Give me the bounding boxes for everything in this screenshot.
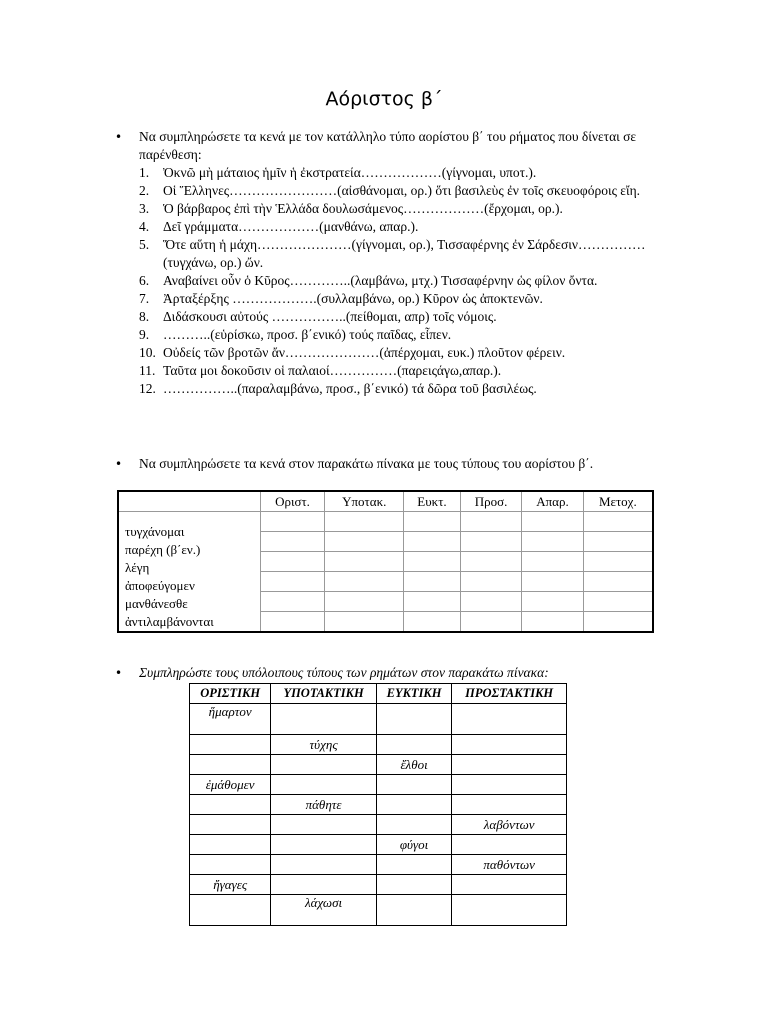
exercise-3 [117,664,657,682]
list-item [117,290,657,308]
item-number: 10. [139,345,156,360]
exercise-2 [117,455,657,473]
blank-cell[interactable] [376,895,451,926]
blank-cell[interactable] [260,612,325,633]
table-row [190,704,567,735]
blank-cell[interactable] [452,875,567,895]
exercise-1-instruction: Να συμπληρώσετε τα κενά με τον κατάλληλο τύπο αορίστου β΄ του ρήματος που δίνεται σε παρένθεση: [139,129,637,162]
blank-cell[interactable] [404,512,461,532]
list-item [117,362,657,380]
blank-cell[interactable] [190,795,271,815]
verb-label: μανθάνεσθε [125,596,188,611]
blank-cell[interactable] [325,552,404,572]
verb-label: ἀντιλαμβάνονται [125,614,214,629]
table-row [190,775,567,795]
column-header: Προσ. [460,491,522,512]
blank-cell[interactable] [376,875,451,895]
bullet: • [115,666,123,680]
item-text: Διδάσκουσι αὐτούς ……………..(πείθομαι, απρ) τοῖς νόμοις. [163,309,497,324]
item-number: 9. [139,327,150,342]
table-row [190,855,567,875]
verb-form-cell: φύγοι [376,835,451,855]
blank-cell[interactable] [260,552,325,572]
blank-cell[interactable] [522,612,583,633]
item-number: 8. [139,309,150,324]
blank-cell[interactable] [271,704,377,735]
bullet: • [115,457,123,471]
item-number: 6. [139,273,150,288]
item-number: 1. [139,165,150,180]
blank-cell[interactable] [452,795,567,815]
blank-cell[interactable] [325,572,404,592]
blank-cell[interactable] [452,755,567,775]
item-text: Ἀρταξέρξης ……………….(συλλαμβάνω, ορ.) Κῦρον ὡς ἀποκτενῶν. [163,291,543,306]
blank-cell[interactable] [376,735,451,755]
column-header: ΟΡΙΣΤΙΚΗ [190,684,271,704]
table-row [190,835,567,855]
blank-cell[interactable] [583,592,653,612]
conjugation-table [117,490,654,633]
blank-cell[interactable] [325,592,404,612]
list-item [117,164,657,182]
exercise-2-instruction: Να συμπληρώσετε τα κενά στον παρακάτω πίνακα με τους τύπους του αορίστου β΄. [139,456,594,471]
verb-list-cell [118,512,260,633]
blank-cell[interactable] [271,755,377,775]
list-item [117,182,657,200]
verb-label: ἀποφεύγομεν [125,578,195,593]
blank-cell[interactable] [376,775,451,795]
item-text: ………..(εὑρίσκω, προσ. β΄ενικό) τούς παῖδας, εἶπεν. [163,327,452,342]
column-header: Οριστ. [260,491,325,512]
blank-cell[interactable] [460,592,522,612]
verb-form-cell: παθόντων [452,855,567,875]
blank-cell[interactable] [452,835,567,855]
verb-form-cell: ἤγαγες [190,875,271,895]
item-text: Ταῦτα μοι δοκοῦσιν οἱ παλαιοί……………(παρειςάγω,απαρ.). [163,363,502,378]
item-text: Οἱ Ἕλληνες……………………(αἰσθάνομαι, ορ.) ὅτι βασιλεὺς ἐν τοῖς σκευοφόροις εἴη. [163,183,641,198]
blank-cell[interactable] [583,572,653,592]
table-row [190,895,567,926]
column-header: Μετοχ. [583,491,653,512]
list-item [117,272,657,290]
item-number: 4. [139,219,150,234]
blank-cell[interactable] [452,895,567,926]
list-item [117,218,657,236]
item-number: 2. [139,183,150,198]
page-title: Αόριστος β΄ [325,88,443,110]
list-item [117,326,657,344]
blank-cell[interactable] [325,612,404,633]
blank-cell[interactable] [404,612,461,633]
blank-cell[interactable] [460,572,522,592]
blank-cell[interactable] [260,512,325,532]
item-text: ……………..(παραλαμβάνω, προσ., β΄ενικό) τά δῶρα τοῦ βασιλέως. [163,381,537,396]
blank-cell[interactable] [452,775,567,795]
verb-form-cell: ἐμάθομεν [190,775,271,795]
table-corner-cell [118,491,260,512]
blank-cell[interactable] [404,532,461,552]
blank-cell[interactable] [460,612,522,633]
list-item [117,344,657,362]
table-row [190,875,567,895]
exercise-3-instruction: Συμπληρώστε τους υπόλοιπους τύπους των ρημάτων στον παρακάτω πίνακα: [139,665,549,680]
blank-cell[interactable] [271,875,377,895]
verb-form-cell: ἥμαρτον [190,704,271,735]
blank-cell[interactable] [404,592,461,612]
item-number: 5. [139,237,150,252]
blank-cell[interactable] [260,592,325,612]
verb-form-cell: λάχωσι [271,895,377,926]
item-text: Ὅτε αὕτη ἡ μάχη…………………(γίγνομαι, ορ.), Τισσαφέρνης ἐν Σάρδεσιν……………(τυγχάνω, ορ.) ὤν. [163,237,646,270]
blank-cell[interactable] [522,552,583,572]
table-row [190,795,567,815]
item-text: Αναβαίνει οὖν ὁ Κῦρος…………..(λαμβάνω, μτχ.) Τισσαφέρνην ὡς φίλον ὄντα. [163,273,598,288]
blank-cell[interactable] [325,512,404,532]
blank-cell[interactable] [190,895,271,926]
blank-cell[interactable] [190,755,271,775]
blank-cell[interactable] [271,835,377,855]
blank-cell[interactable] [460,512,522,532]
table-row [190,735,567,755]
blank-cell[interactable] [190,855,271,875]
item-text: Ὁ βάρβαρος ἐπὶ τὴν Ἑλλάδα δουλωσάμενος………………(ἔρχομαι, ορ.). [163,201,563,216]
column-header: ΠΡΟΣΤΑΚΤΙΚΗ [452,684,567,704]
blank-cell[interactable] [260,572,325,592]
exercise-1 [117,128,657,398]
exercise-1-list [117,164,657,398]
blank-cell[interactable] [522,572,583,592]
blank-cell[interactable] [460,532,522,552]
blank-cell[interactable] [522,592,583,612]
blank-cell[interactable] [460,552,522,572]
blank-cell[interactable] [271,815,377,835]
list-item [117,200,657,218]
verb-label: λέγη [125,560,150,575]
verb-label: τυγχάνομαι [125,524,185,539]
blank-cell[interactable] [376,795,451,815]
verb-form-cell: ἔλθοι [376,755,451,775]
column-header: Υποτακ. [325,491,404,512]
blank-cell[interactable] [376,704,451,735]
column-header: ΕΥΚΤΙΚΗ [376,684,451,704]
blank-cell[interactable] [522,532,583,552]
bullet: • [115,130,123,144]
blank-cell[interactable] [522,512,583,532]
column-header: Απαρ. [522,491,583,512]
verb-form-cell: λαβόντων [452,815,567,835]
item-number: 12. [139,381,156,396]
item-number: 3. [139,201,150,216]
blank-cell[interactable] [190,815,271,835]
column-header: Ευκτ. [404,491,461,512]
list-item [117,236,657,272]
table-row [118,512,653,532]
blank-cell[interactable] [260,532,325,552]
item-text: Οὐδείς τῶν βροτῶν ἄν…………………(ἀπέρχομαι, ευκ.) πλοῦτον φέρειν. [163,345,566,360]
blank-cell[interactable] [190,735,271,755]
blank-cell[interactable] [452,735,567,755]
blank-cell[interactable] [190,835,271,855]
verb-form-cell: τύχης [271,735,377,755]
item-number: 11. [139,363,156,378]
table-row [190,755,567,775]
blank-cell[interactable] [583,512,653,532]
table-row [190,815,567,835]
mood-table [189,683,567,926]
blank-cell[interactable] [376,815,451,835]
blank-cell[interactable] [583,612,653,633]
blank-cell[interactable] [583,552,653,572]
blank-cell[interactable] [452,704,567,735]
item-text: Ὀκνῶ μὴ μάταιος ἡμῖν ἡ ἐκστρατεία………………(γίγνομαι, υποτ.). [163,165,537,180]
blank-cell[interactable] [271,775,377,795]
verb-form-cell: πάθητε [271,795,377,815]
blank-cell[interactable] [376,855,451,875]
list-item [117,380,657,398]
column-header: ΥΠΟΤΑΚΤΙΚΗ [271,684,377,704]
blank-cell[interactable] [271,855,377,875]
blank-cell[interactable] [583,532,653,552]
verb-label: παρέχη (β΄εν.) [125,542,201,557]
blank-cell[interactable] [404,552,461,572]
blank-cell[interactable] [325,532,404,552]
item-number: 7. [139,291,150,306]
list-item [117,308,657,326]
item-text: Δεῖ γράμματα………………(μανθάνω, απαρ.). [163,219,419,234]
blank-cell[interactable] [404,572,461,592]
